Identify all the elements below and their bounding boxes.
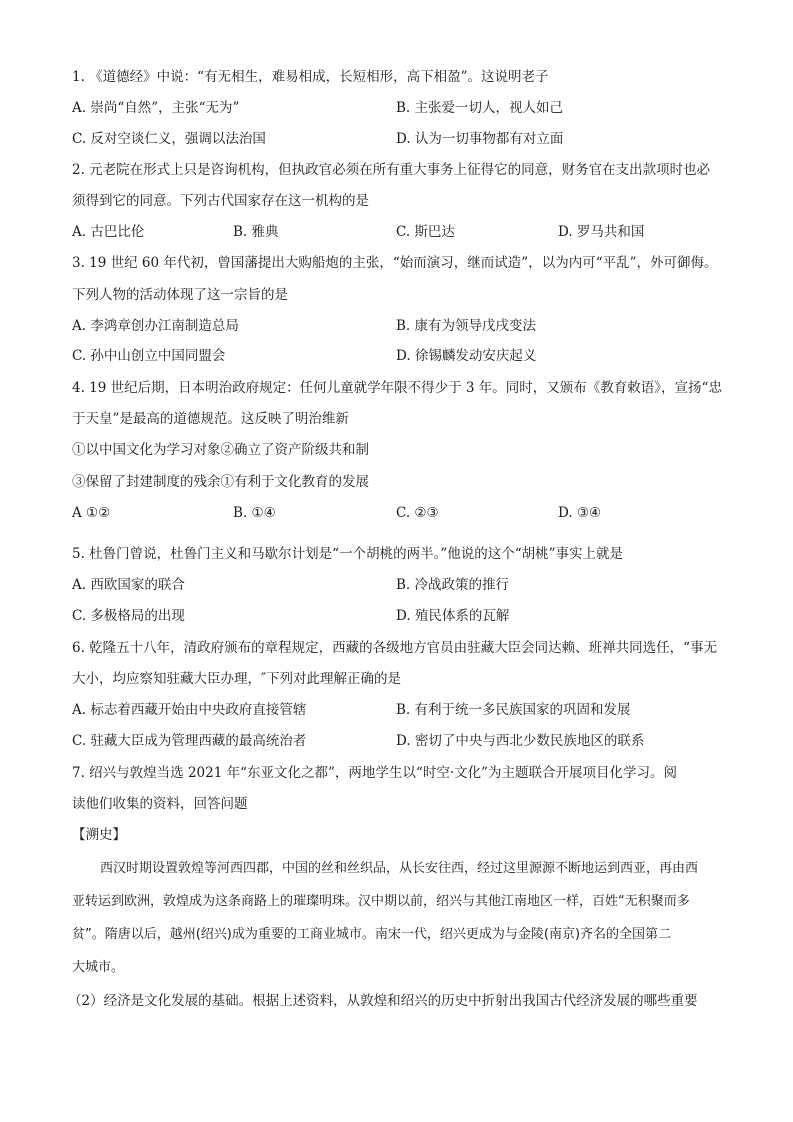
question-7-stem-line-2: 读他们收集的资料，回答问题: [72, 796, 248, 812]
question-3-option-d: D. 徐锡麟发动安庆起义: [396, 348, 537, 364]
question-3-option-c: C. 孙中山创立中国同盟会: [72, 348, 226, 364]
question-1-option-d: D. 认为一切事物都有对立面: [396, 131, 564, 147]
question-4-stem-line-1: 4. 19 世纪后期，日本明治政府规定：任何儿童就学年限不得少于 3 年。同时，又颁布《教育敕语》，宣扬“忠: [72, 380, 722, 396]
question-3-stem-line-1: 3. 19 世纪 60 年代初，曾国藩提出大购船炮的主张，“始而演习，继而试造”，以为内可“平乱”，外可御侮。: [72, 255, 718, 271]
question-5-stem: 5. 杜鲁门曾说，杜鲁门主义和马歇尔计划是“一个胡桃的两半。”他说的这个“胡桃”事实上就是: [72, 546, 624, 562]
question-1-option-b: B. 主张爱一切人，视人如己: [396, 100, 564, 116]
question-6-stem-line-2: 大小，均应察知驻藏大臣办理，″下列对此理解正确的是: [72, 671, 402, 687]
question-2-option-b: B. 雅典: [233, 224, 279, 240]
question-6-option-d: D. 密切了中央与西北少数民族地区的联系: [396, 733, 645, 749]
section-title-history: 【溯史】: [72, 827, 126, 843]
question-4-option-b: B. ①④: [233, 505, 276, 521]
question-6-option-b: B. 有利于统一多民族国家的巩固和发展: [396, 702, 631, 718]
question-7-stem-line-1: 7. 绍兴与敦煌当选 2021 年“东亚文化之都”，两地学生以“时空·文化”为主题联合开展项目化学习。阅: [72, 765, 678, 781]
question-3-option-a: A. 李鸿章创办江南制造总局: [72, 318, 239, 334]
question-4-statement-3-4: ③保留了封建制度的残余①有利于文化教育的发展: [72, 474, 369, 490]
question-5-option-b: B. 冷战政策的推行: [396, 577, 510, 593]
question-2-stem-line-1: 2. 元老院在形式上只是咨询机构，但执政官必须在所有重大事务上征得它的同意，财务官在支出款项时也必: [72, 162, 711, 178]
question-3-option-b: B. 康有为领导戊戌变法: [396, 318, 537, 334]
passage-line-2: 亚转运到欧洲，敦煌成为这条商路上的璀璨明珠。汉中期以前，绍兴与其他江南地区一样，百姓“无积聚而多: [72, 894, 690, 909]
question-6-stem-line-1: 6. 乾隆五十八年，清政府颁布的章程规定，西藏的各级地方官员由驻藏大臣会同达赖、班禅共同选任，“事无: [72, 640, 718, 656]
question-4-statement-1-2: ①以中国文化为学习对象②确立了资产阶级共和制: [72, 442, 369, 458]
question-3-stem-line-2: 下列人物的活动体现了这一宗旨的是: [72, 287, 288, 303]
question-6-option-a: A. 标志着西藏开始由中央政府直接管辖: [72, 702, 307, 718]
question-7-sub-question-2: （2）经济是文化发展的基础。根据上述资料，从敦煌和绍兴的历史中折射出我国古代经济发展的哪些重要: [68, 993, 698, 1009]
passage-line-3: 贫”。隋唐以后，越州(绍兴)成为重要的工商业城市。南宋一代，绍兴更成为与金陵(南京)齐名的全国第二: [72, 927, 672, 942]
question-1-stem: 1. 《道德经》中说：“有无相生，难易相成，长短相形，高下相盈”。这说明老子: [72, 69, 549, 85]
question-1-option-c: C. 反对空谈仁义，强调以法治国: [72, 131, 266, 147]
question-2-option-d: D. 罗马共和国: [558, 224, 645, 240]
question-4-option-c: C. ②③: [396, 505, 439, 521]
question-4-option-d: D. ③④: [558, 505, 602, 521]
question-5-option-d: D. 殖民体系的瓦解: [396, 608, 510, 624]
question-2-option-a: A. 古巴比伦: [72, 224, 145, 240]
passage-line-4: 大城市。: [72, 960, 125, 975]
question-1-option-a: A. 崇尚“自然”，主张“无为”: [72, 100, 240, 116]
question-4-stem-line-2: 于天皇”是最高的道德规范。这反映了明治维新: [72, 411, 349, 427]
question-6-option-c: C. 驻藏大臣成为管理西藏的最高统治者: [72, 733, 307, 749]
question-5-option-c: C. 多极格局的出现: [72, 608, 185, 624]
question-2-stem-line-2: 须得到它的同意。下列古代国家存在这一机构的是: [72, 193, 369, 209]
question-5-option-a: A. 西欧国家的联合: [72, 577, 185, 593]
passage-line-1: 西汉时期设置敦煌等河西四郡，中国的丝和丝织品，从长安往西，经过这里源源不断地运到西亚，再由西: [100, 861, 699, 876]
question-4-option-a: A ①②: [72, 505, 111, 521]
question-2-option-c: C. 斯巴达: [396, 224, 455, 240]
